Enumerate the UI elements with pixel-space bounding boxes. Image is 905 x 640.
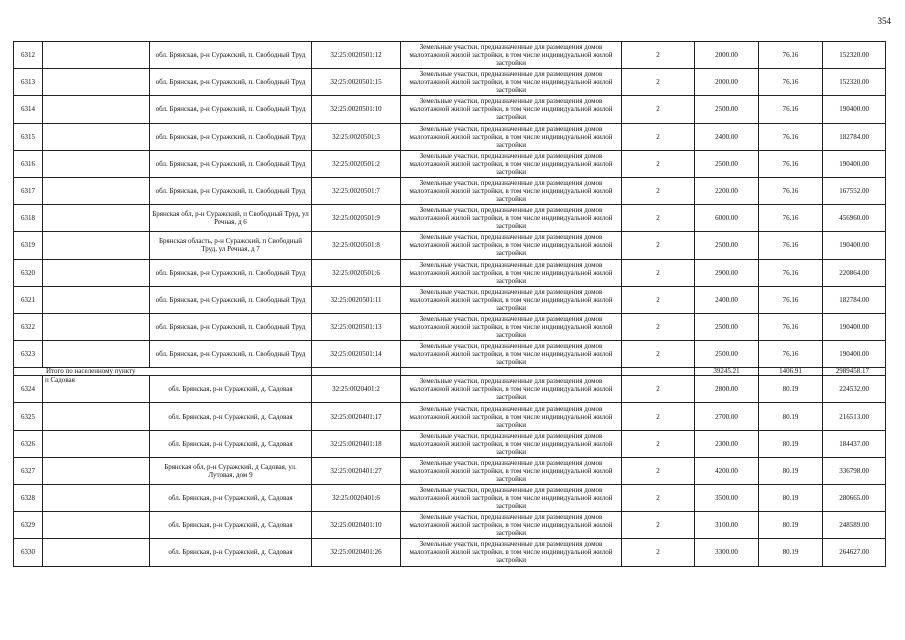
area-cell: 3100.00 <box>695 512 759 539</box>
specific-value-cell: 80.19 <box>759 376 823 403</box>
area-cell: 2200.00 <box>695 177 759 204</box>
cadastral-number-cell: 32:25:0020401:6 <box>312 485 401 512</box>
category-cell: 2 <box>622 286 695 313</box>
category-cell: 2 <box>622 205 695 232</box>
table-row <box>14 286 886 313</box>
category-cell: 2 <box>622 512 695 539</box>
cadastral-number-cell: 32:25:0020501:2 <box>312 150 401 177</box>
specific-value-cell: 76.16 <box>759 259 823 286</box>
page-number: 354 <box>877 16 891 26</box>
cadastral-number-cell: 32:25:0020501:3 <box>312 123 401 150</box>
total-row <box>14 368 886 376</box>
cadastral-value-cell: 152320.00 <box>823 69 886 96</box>
cadastral-number-cell: 32:25:0020401:26 <box>312 539 401 566</box>
category-cell: 2 <box>622 259 695 286</box>
row-number: 6318 <box>14 205 43 232</box>
row-number: 6325 <box>14 403 43 430</box>
permitted-use-cell: Земельные участки, предназначенные для размещения домов малоэтажной жилой застройки, в том числе индивидуальной жилой застройки <box>401 430 622 457</box>
cadastral-number-cell: 32:25:0020501:10 <box>312 96 401 123</box>
category-cell: 2 <box>622 341 695 368</box>
settlement-cell: п Садовая <box>43 376 150 403</box>
cadastral-value-cell: 190400.00 <box>823 96 886 123</box>
specific-value-cell: 80.19 <box>759 430 823 457</box>
category-cell: 2 <box>622 232 695 259</box>
cadastral-number-cell: 32:25:0020401:17 <box>312 403 401 430</box>
table-row <box>14 232 886 259</box>
specific-value-cell: 76.16 <box>759 286 823 313</box>
cadastral-value-cell: 216513.00 <box>823 403 886 430</box>
cadastral-value-cell: 152320.00 <box>823 42 886 69</box>
row-number: 6326 <box>14 430 43 457</box>
cadastral-number-cell: 32:25:0020501:13 <box>312 313 401 340</box>
address-cell: обл. Брянская, р-н Суражский, п. Свободный Труд <box>150 341 312 368</box>
address-cell: Брянская обл, р-н Суражский, п Свободный Труд, ул Речная, д 6 <box>150 205 312 232</box>
total-label: Итого по населенному пункту <box>14 368 312 376</box>
address-cell: обл. Брянская, р-н Суражский, д. Садовая <box>150 403 312 430</box>
category-cell: 2 <box>622 313 695 340</box>
permitted-use-cell: Земельные участки, предназначенные для размещения домов малоэтажной жилой застройки, в том числе индивидуальной жилой застройки <box>401 150 622 177</box>
permitted-use-cell: Земельные участки, предназначенные для размещения домов малоэтажной жилой застройки, в том числе индивидуальной жилой застройки <box>401 485 622 512</box>
cadastral-number-cell: 32:25:0020501:8 <box>312 232 401 259</box>
table-body <box>14 42 886 567</box>
permitted-use-cell: Земельные участки, предназначенные для размещения домов малоэтажной жилой застройки, в том числе индивидуальной жилой застройки <box>401 205 622 232</box>
table-row <box>14 376 886 403</box>
row-number: 6316 <box>14 150 43 177</box>
table-row <box>14 313 886 340</box>
cadastral-value-cell: 224532.00 <box>823 376 886 403</box>
address-cell: обл. Брянская, р-н Суражский, д. Садовая <box>150 539 312 566</box>
area-cell: 2400.00 <box>695 286 759 313</box>
row-number: 6330 <box>14 539 43 566</box>
specific-value-cell: 76.16 <box>759 69 823 96</box>
row-number: 6322 <box>14 313 43 340</box>
permitted-use-cell: Земельные участки, предназначенные для размещения домов малоэтажной жилой застройки, в том числе индивидуальной жилой застройки <box>401 313 622 340</box>
permitted-use-cell: Земельные участки, предназначенные для размещения домов малоэтажной жилой застройки, в том числе индивидуальной жилой застройки <box>401 232 622 259</box>
specific-value-cell: 76.16 <box>759 341 823 368</box>
cadastral-value-cell: 336798.00 <box>823 457 886 484</box>
settlement-cell <box>43 512 150 539</box>
cadastral-number-cell: 32:25:0020501:12 <box>312 42 401 69</box>
row-number: 6313 <box>14 69 43 96</box>
address-cell: Брянская обл, р-н Суражский, д Садовая, ул. Лутовая, дом 9 <box>150 457 312 484</box>
address-cell: обл. Брянская, р-н Суражский, п. Свободный Труд <box>150 123 312 150</box>
category-cell: 2 <box>622 457 695 484</box>
cadastral-value-cell: 220864.00 <box>823 259 886 286</box>
permitted-use-cell: Земельные участки, предназначенные для размещения домов малоэтажной жилой застройки, в том числе индивидуальной жилой застройки <box>401 123 622 150</box>
area-cell: 2300.00 <box>695 430 759 457</box>
cadastral-value-cell: 190400.00 <box>823 150 886 177</box>
area-cell: 2800.00 <box>695 376 759 403</box>
area-cell: 3300.00 <box>695 539 759 566</box>
area-cell: 2500.00 <box>695 96 759 123</box>
table-row <box>14 539 886 566</box>
cadastral-value-cell: 182784.00 <box>823 286 886 313</box>
area-cell: 2500.00 <box>695 313 759 340</box>
permitted-use-cell: Земельные участки, предназначенные для размещения домов малоэтажной жилой застройки, в том числе индивидуальной жилой застройки <box>401 403 622 430</box>
address-cell: обл. Брянская, р-н Суражский, д. Садовая <box>150 485 312 512</box>
cadastral-number-cell: 32:25:0020501:15 <box>312 69 401 96</box>
address-cell: обл. Брянская, р-н Суражский, д. Садовая <box>150 430 312 457</box>
permitted-use-cell: Земельные участки, предназначенные для размещения домов малоэтажной жилой застройки, в том числе индивидуальной жилой застройки <box>401 69 622 96</box>
row-number: 6329 <box>14 512 43 539</box>
category-cell: 2 <box>622 177 695 204</box>
area-cell: 2400.00 <box>695 123 759 150</box>
cadastral-number-cell: 32:25:0020501:14 <box>312 341 401 368</box>
table-row <box>14 96 886 123</box>
table-row <box>14 150 886 177</box>
specific-value-cell: 76.16 <box>759 205 823 232</box>
settlement-cell <box>43 539 150 566</box>
address-cell: обл. Брянская, р-н Суражский, п. Свободный Труд <box>150 177 312 204</box>
row-number: 6319 <box>14 232 43 259</box>
row-number: 6328 <box>14 485 43 512</box>
specific-value-cell: 76.16 <box>759 313 823 340</box>
settlement-cell <box>43 313 150 340</box>
cadastral-number-cell: 32:25:0020501:9 <box>312 205 401 232</box>
settlement-cell <box>43 42 150 69</box>
area-cell: 6000.00 <box>695 205 759 232</box>
specific-value-cell: 76.16 <box>759 123 823 150</box>
address-cell: обл. Брянская, р-н Суражский, п. Свободный Труд <box>150 150 312 177</box>
specific-value-cell: 76.16 <box>759 150 823 177</box>
cadastral-value-cell: 280665.00 <box>823 485 886 512</box>
category-cell: 2 <box>622 123 695 150</box>
specific-value-cell: 80.19 <box>759 512 823 539</box>
category-cell: 2 <box>622 403 695 430</box>
settlement-cell <box>43 232 150 259</box>
table-row <box>14 205 886 232</box>
row-number: 6320 <box>14 259 43 286</box>
category-cell: 2 <box>622 430 695 457</box>
specific-value-cell: 80.19 <box>759 403 823 430</box>
settlement-cell <box>43 69 150 96</box>
specific-value-cell: 76.16 <box>759 96 823 123</box>
cadastral-value-cell: 190400.00 <box>823 313 886 340</box>
address-cell: обл. Брянская, р-н Суражский, п. Свободный Труд <box>150 259 312 286</box>
row-number: 6314 <box>14 96 43 123</box>
area-cell: 2500.00 <box>695 150 759 177</box>
cadastral-number-cell: 32:25:0020401:10 <box>312 512 401 539</box>
permitted-use-cell: Земельные участки, предназначенные для размещения домов малоэтажной жилой застройки, в том числе индивидуальной жилой застройки <box>401 457 622 484</box>
address-cell: обл. Брянская, р-н Суражский, д. Садовая <box>150 512 312 539</box>
specific-value-cell: 76.16 <box>759 177 823 204</box>
category-cell: 2 <box>622 485 695 512</box>
area-cell: 2000.00 <box>695 69 759 96</box>
row-number: 6317 <box>14 177 43 204</box>
area-cell: 2900.00 <box>695 259 759 286</box>
cadastral-value-cell: 167552.00 <box>823 177 886 204</box>
table-row <box>14 341 886 368</box>
cadastral-number-cell: 32:25:0020501:7 <box>312 177 401 204</box>
cadastral-value-cell: 182784.00 <box>823 123 886 150</box>
area-cell: 2000.00 <box>695 42 759 69</box>
table-row <box>14 457 886 484</box>
permitted-use-cell: Земельные участки, предназначенные для размещения домов малоэтажной жилой застройки, в том числе индивидуальной жилой застройки <box>401 539 622 566</box>
specific-value-cell: 80.19 <box>759 457 823 484</box>
specific-value-cell: 76.16 <box>759 42 823 69</box>
specific-value-cell: 80.19 <box>759 485 823 512</box>
settlement-cell <box>43 123 150 150</box>
table-row <box>14 403 886 430</box>
table-row <box>14 512 886 539</box>
cadastral-number-cell: 32:25:0020501:6 <box>312 259 401 286</box>
permitted-use-cell: Земельные участки, предназначенные для размещения домов малоэтажной жилой застройки, в том числе индивидуальной жилой застройки <box>401 341 622 368</box>
table-row <box>14 485 886 512</box>
settlement-cell <box>43 430 150 457</box>
category-cell: 2 <box>622 376 695 403</box>
area-cell: 2500.00 <box>695 232 759 259</box>
cadastral-number-cell: 32:25:0020401:2 <box>312 376 401 403</box>
table-row <box>14 123 886 150</box>
total-rate-cell: 1406.91 <box>759 368 823 376</box>
specific-value-cell: 76.16 <box>759 232 823 259</box>
address-cell: обл. Брянская, р-н Суражский, п. Свободный Труд <box>150 42 312 69</box>
specific-value-cell: 80.19 <box>759 539 823 566</box>
table-row <box>14 430 886 457</box>
row-number: 6321 <box>14 286 43 313</box>
permitted-use-cell: Земельные участки, предназначенные для размещения домов малоэтажной жилой застройки, в том числе индивидуальной жилой застройки <box>401 259 622 286</box>
settlement-cell <box>43 286 150 313</box>
cadastral-number-cell: 32:25:0020501:11 <box>312 286 401 313</box>
cadastral-value-cell: 190400.00 <box>823 341 886 368</box>
address-cell: обл. Брянская, р-н Суражский, п. Свободный Труд <box>150 96 312 123</box>
row-number: 6324 <box>14 376 43 403</box>
settlement-cell <box>43 457 150 484</box>
cadastral-number-cell: 32:25:0020401:27 <box>312 457 401 484</box>
table-row <box>14 259 886 286</box>
total-area-cell: 39245.21 <box>695 368 759 376</box>
address-cell: обл. Брянская, р-н Суражский, п. Свободный Труд <box>150 69 312 96</box>
permitted-use-cell: Земельные участки, предназначенные для размещения домов малоэтажной жилой застройки, в том числе индивидуальной жилой застройки <box>401 286 622 313</box>
row-number: 6312 <box>14 42 43 69</box>
empty-cell <box>401 368 622 376</box>
category-cell: 2 <box>622 69 695 96</box>
area-cell: 2500.00 <box>695 341 759 368</box>
category-cell: 2 <box>622 42 695 69</box>
permitted-use-cell: Земельные участки, предназначенные для размещения домов малоэтажной жилой застройки, в том числе индивидуальной жилой застройки <box>401 177 622 204</box>
settlement-cell <box>43 96 150 123</box>
address-cell: Брянская область, р-н Суражский, п Свободный Труд, ул Речная, д 7 <box>150 232 312 259</box>
permitted-use-cell: Земельные участки, предназначенные для размещения домов малоэтажной жилой застройки, в том числе индивидуальной жилой застройки <box>401 376 622 403</box>
table-row <box>14 177 886 204</box>
settlement-cell <box>43 177 150 204</box>
cadastral-value-cell: 264627.00 <box>823 539 886 566</box>
settlement-cell <box>43 150 150 177</box>
category-cell: 2 <box>622 150 695 177</box>
address-cell: обл. Брянская, р-н Суражский, д. Садовая <box>150 376 312 403</box>
settlement-cell <box>43 341 150 368</box>
table-row <box>14 42 886 69</box>
row-number: 6323 <box>14 341 43 368</box>
cadastral-value-cell: 456960.00 <box>823 205 886 232</box>
cadastral-value-cell: 248589.00 <box>823 512 886 539</box>
address-cell: обл. Брянская, р-н Суражский, п. Свободный Труд <box>150 313 312 340</box>
cadastral-number-cell: 32:25:0020401:18 <box>312 430 401 457</box>
row-number: 6315 <box>14 123 43 150</box>
address-cell: обл. Брянская, р-н Суражский, п. Свободный Труд <box>150 286 312 313</box>
area-cell: 3500.00 <box>695 485 759 512</box>
row-number: 6327 <box>14 457 43 484</box>
empty-cell <box>312 368 401 376</box>
area-cell: 4200.00 <box>695 457 759 484</box>
cadastral-value-cell: 190400.00 <box>823 232 886 259</box>
table-row <box>14 69 886 96</box>
category-cell: 2 <box>622 96 695 123</box>
empty-cell <box>622 368 695 376</box>
cadastral-value-cell: 184437.00 <box>823 430 886 457</box>
total-value-cell: 2989458.17 <box>823 368 886 376</box>
permitted-use-cell: Земельные участки, предназначенные для размещения домов малоэтажной жилой застройки, в том числе индивидуальной жилой застройки <box>401 96 622 123</box>
settlement-cell <box>43 485 150 512</box>
settlement-cell <box>43 205 150 232</box>
area-cell: 2700.00 <box>695 403 759 430</box>
permitted-use-cell: Земельные участки, предназначенные для размещения домов малоэтажной жилой застройки, в том числе индивидуальной жилой застройки <box>401 512 622 539</box>
settlement-cell <box>43 403 150 430</box>
settlement-cell <box>43 259 150 286</box>
permitted-use-cell: Земельные участки, предназначенные для размещения домов малоэтажной жилой застройки, в том числе индивидуальной жилой застройки <box>401 42 622 69</box>
land-plot-table <box>13 41 886 567</box>
category-cell: 2 <box>622 539 695 566</box>
